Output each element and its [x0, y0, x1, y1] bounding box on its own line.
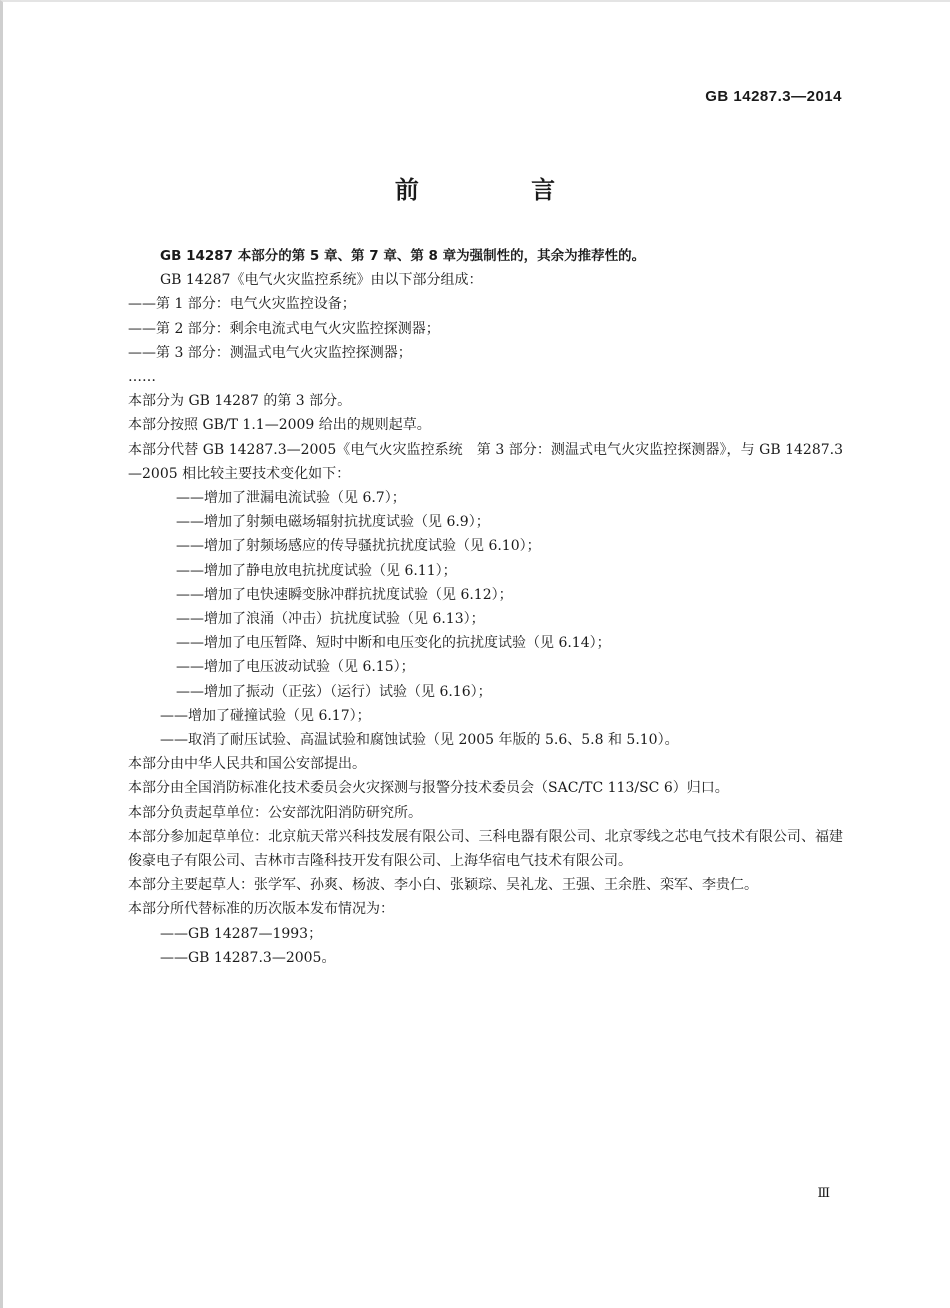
paragraph-composition: GB 14287《电气火灾监控系统》由以下部分组成： [160, 272, 483, 289]
change-item: ——增加了电快速瞬变脉冲群抗扰度试验（见 6.12）； [176, 586, 513, 603]
paragraph-mandatory-note: GB 14287 本部分的第 5 章、第 7 章、第 8 章为强制性的，其余为推荐性的。 [160, 248, 646, 264]
list-item-part-3: ——第 3 部分：测温式电气火灾监控探测器； [128, 344, 412, 361]
list-item-part-2: ——第 2 部分：剩余电流式电气火灾监控探测器； [128, 320, 440, 337]
paragraph-proposer: 本部分由中华人民共和国公安部提出。 [128, 756, 366, 773]
list-ellipsis: …… [128, 369, 156, 386]
history-item: ——GB 14287.3—2005。 [160, 949, 336, 966]
standard-code: GB 14287.3—2014 [705, 88, 842, 105]
paragraph-lead-drafter: 本部分负责起草单位：公安部沈阳消防研究所。 [128, 804, 422, 821]
paragraph-participating-drafters: 本部分参加起草单位：北京航天常兴科技发展有限公司、三科电器有限公司、北京零线之芯电气技术有限公司、福建俊豪电子有限公司、吉林市吉隆科技开发有限公司、上海华宿电气技术有限公司。 [128, 828, 843, 870]
paragraph-main-drafters: 本部分主要起草人：张学军、孙爽、杨波、李小白、张颖琮、吴礼龙、王强、王余胜、栾军、李贵仁。 [128, 877, 758, 894]
history-item: ——GB 14287—1993； [160, 925, 323, 942]
change-item: ——增加了静电放电抗扰度试验（见 6.11）； [176, 562, 457, 579]
change-item: ——增加了电压波动试验（见 6.15）； [176, 659, 415, 676]
paragraph-centralized-by: 本部分由全国消防标准化技术委员会火灾探测与报警分技术委员会（SAC/TC 113/SC 6）归口。 [128, 780, 729, 797]
change-item: ——增加了电压暂降、短时中断和电压变化的抗扰度试验（见 6.14）； [176, 635, 611, 652]
list-item-part-1: ——第 1 部分：电气火灾监控设备； [128, 296, 356, 313]
change-item: ——增加了碰撞试验（见 6.17）； [160, 707, 371, 724]
paragraph-part-statement: 本部分为 GB 14287 的第 3 部分。 [128, 393, 352, 410]
change-item: ——增加了射频场感应的传导骚扰抗扰度试验（见 6.10）； [176, 538, 541, 555]
foreword-body [128, 244, 843, 970]
page-title: 前 言 [394, 176, 608, 204]
page-number: Ⅲ [817, 1186, 830, 1201]
change-item: ——增加了浪涌（冲击）抗扰度试验（见 6.13）； [176, 611, 485, 628]
change-item: ——增加了射频电磁场辐射抗扰度试验（见 6.9）； [176, 514, 490, 531]
paragraph-history: 本部分所代替标准的历次版本发布情况为： [128, 901, 394, 918]
change-item: ——取消了耐压试验、高温试验和腐蚀试验（见 2005 年版的 5.6、5.8 和 5.10）。 [160, 732, 679, 749]
change-item: ——增加了泄漏电流试验（见 6.7）； [176, 490, 406, 507]
paragraph-replacement: 本部分代替 GB 14287.3—2005《电气火灾监控系统 第 3 部分：测温式电气火灾监控探测器》，与 GB 14287.3—2005 相比较主要技术变化如下： [128, 441, 843, 482]
paragraph-drafting-rules: 本部分按照 GB/T 1.1—2009 给出的规则起草。 [128, 417, 431, 434]
change-item: ——增加了振动（正弦）（运行）试验（见 6.16）； [176, 683, 492, 700]
